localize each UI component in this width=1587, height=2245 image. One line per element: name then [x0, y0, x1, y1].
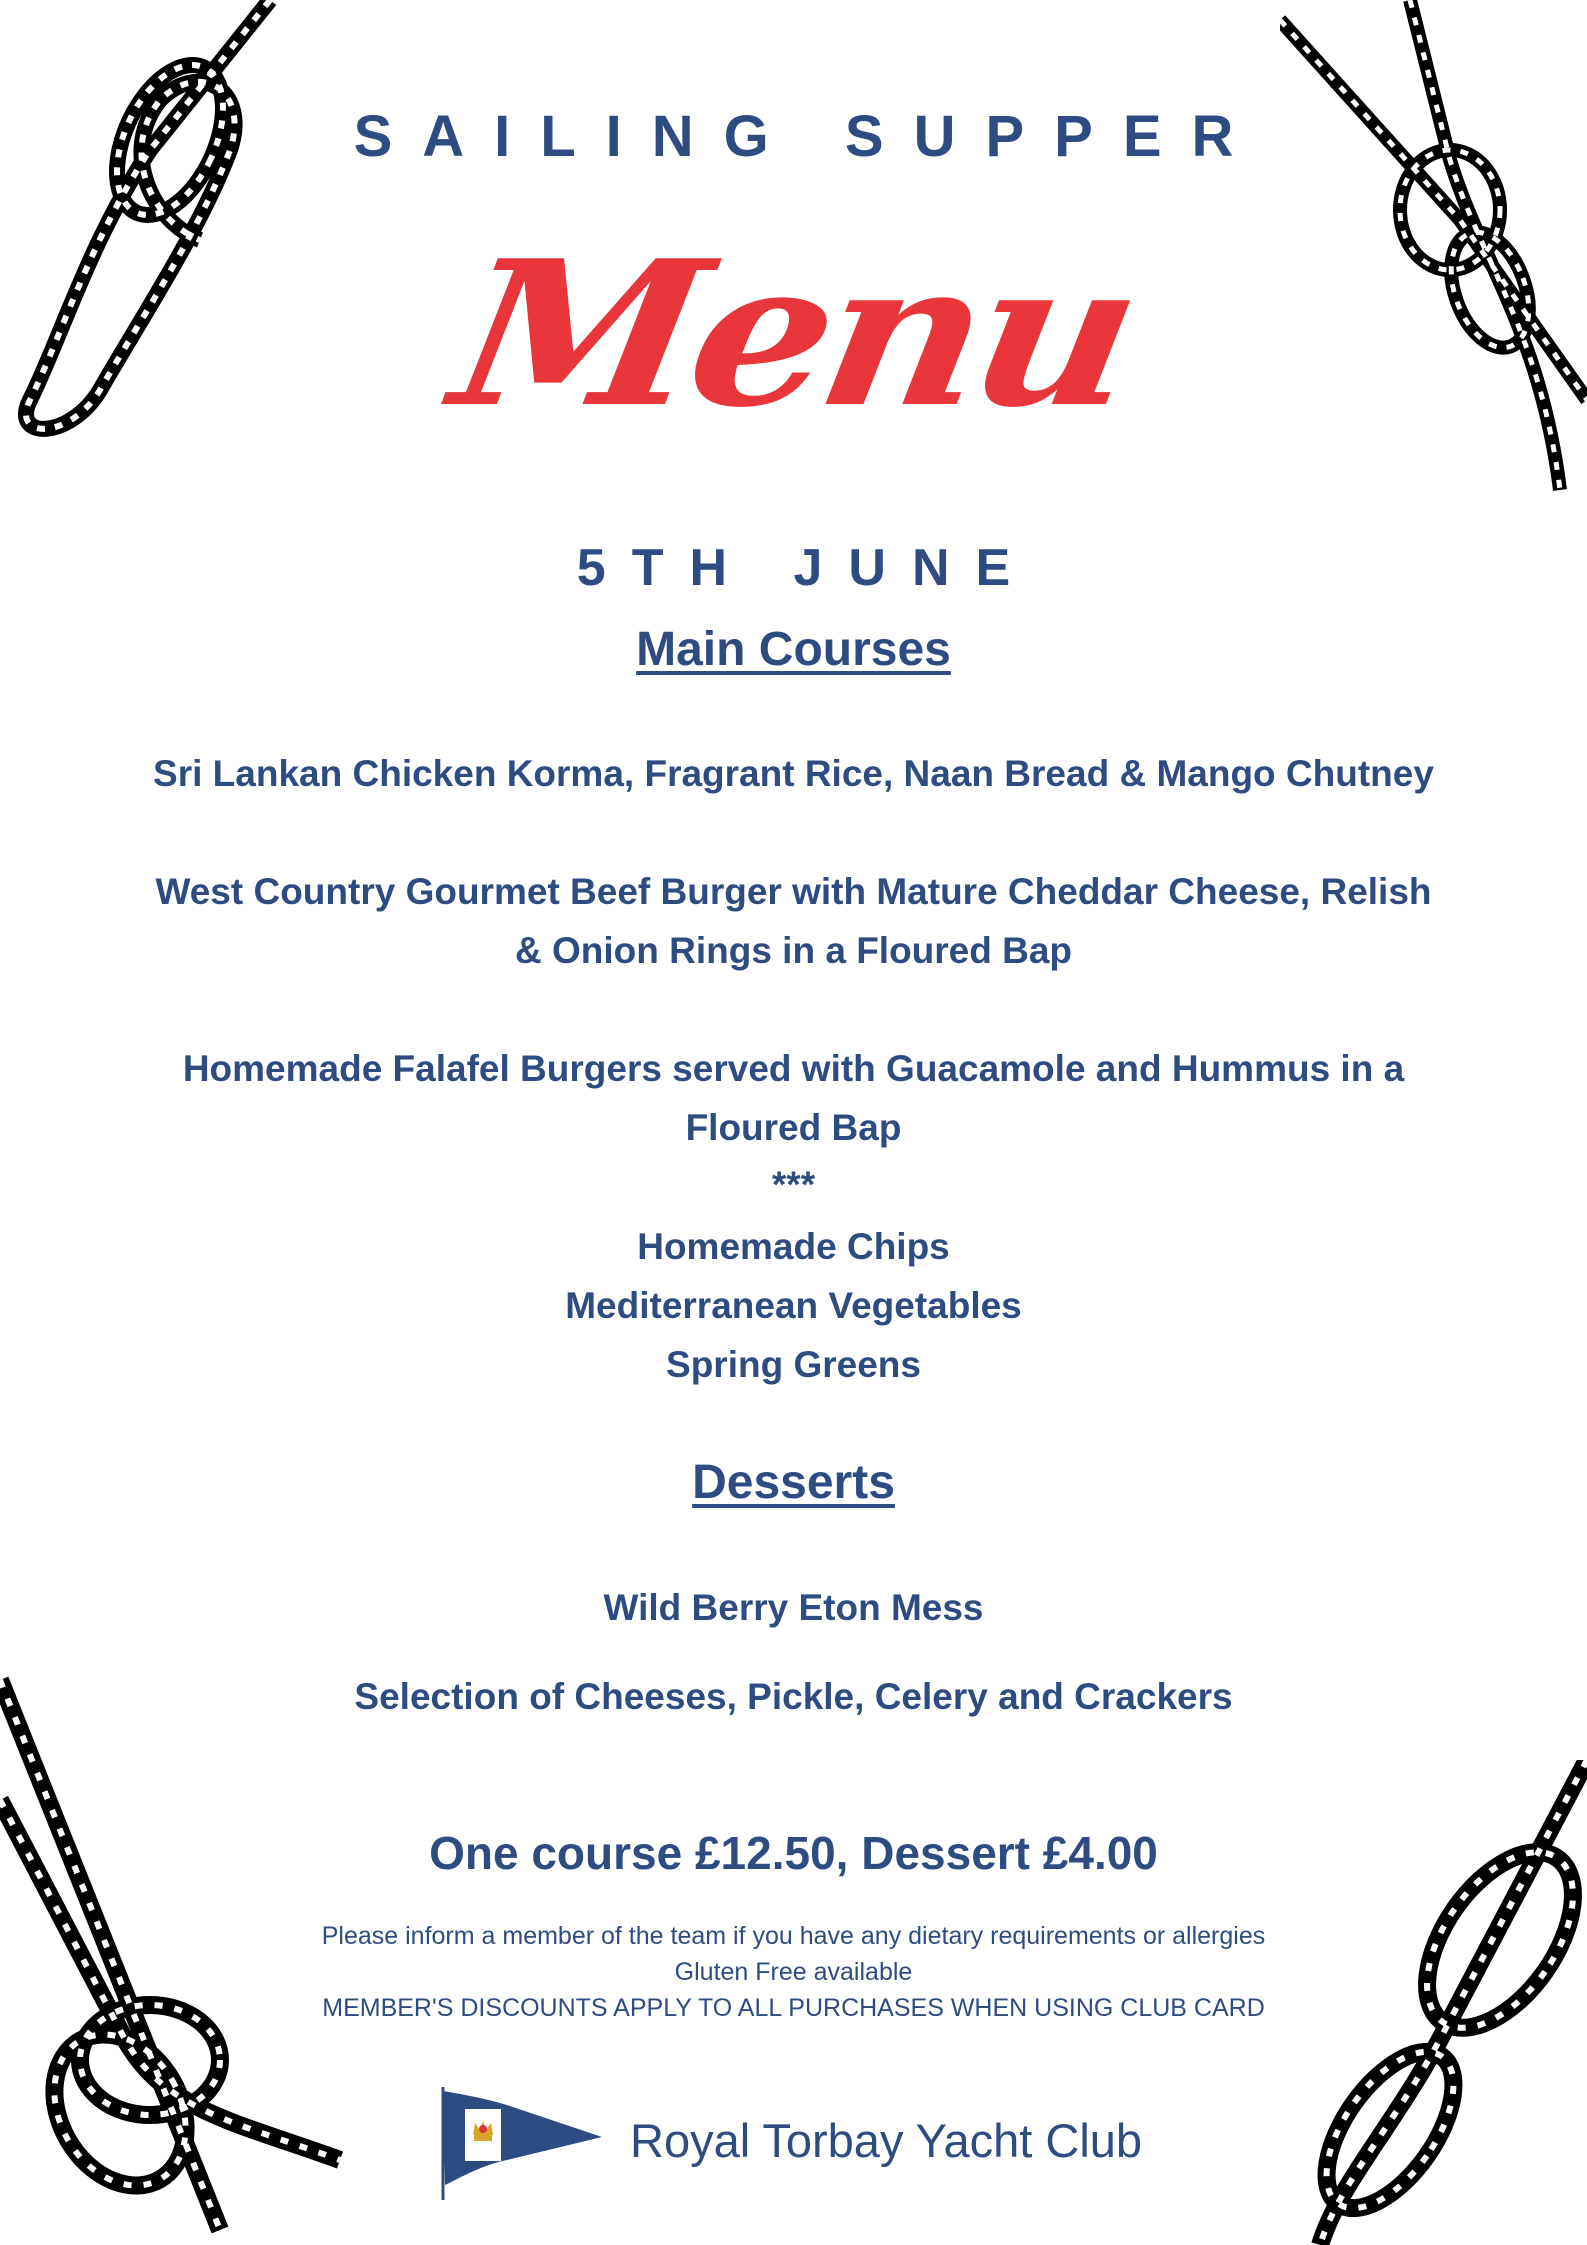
desserts-heading: Desserts	[692, 1456, 895, 1509]
side-item: Spring Greens	[666, 1344, 921, 1385]
dessert-item: Wild Berry Eton Mess	[603, 1587, 984, 1628]
dietary-note: Please inform a member of the team if you have any dietary requirements or allergies	[321, 1922, 1266, 1950]
menu-title: SAILING SUPPER	[353, 104, 1264, 169]
main-course-item: Sri Lankan Chicken Korma, Fragrant Rice, Naan Bread & Mango Chutney	[153, 753, 1434, 794]
side-item: Mediterranean Vegetables	[565, 1285, 1022, 1326]
main-course-item: West Country Gourmet Beef Burger with Mature Cheddar Cheese, Relish	[155, 871, 1432, 912]
member-discount-note: MEMBER'S DISCOUNTS APPLY TO ALL PURCHASES WHEN USING CLUB CARD	[322, 1994, 1265, 2022]
club-logo	[437, 2085, 1157, 2205]
gluten-free-note: Gluten Free available	[674, 1958, 913, 1986]
main-course-item-cont: Floured Bap	[685, 1107, 902, 1148]
pricing: One course £12.50, Dessert £4.00	[429, 1827, 1158, 1879]
main-courses-heading: Main Courses	[636, 623, 951, 676]
dessert-item: Selection of Cheeses, Pickle, Celery and Crackers	[354, 1676, 1233, 1717]
club-name: Royal Torbay Yacht Club	[630, 2114, 1143, 2167]
main-course-item-cont: & Onion Rings in a Floured Bap	[514, 930, 1073, 971]
side-item: Homemade Chips	[637, 1226, 950, 1267]
main-course-item: Homemade Falafel Burgers served with Guacamole and Hummus in a	[182, 1048, 1405, 1089]
separator: ***	[771, 1164, 816, 1205]
menu-script-heading: Menu	[438, 217, 1149, 452]
burgee-flag-icon	[437, 2085, 607, 2200]
menu-date: 5TH JUNE	[576, 539, 1037, 597]
